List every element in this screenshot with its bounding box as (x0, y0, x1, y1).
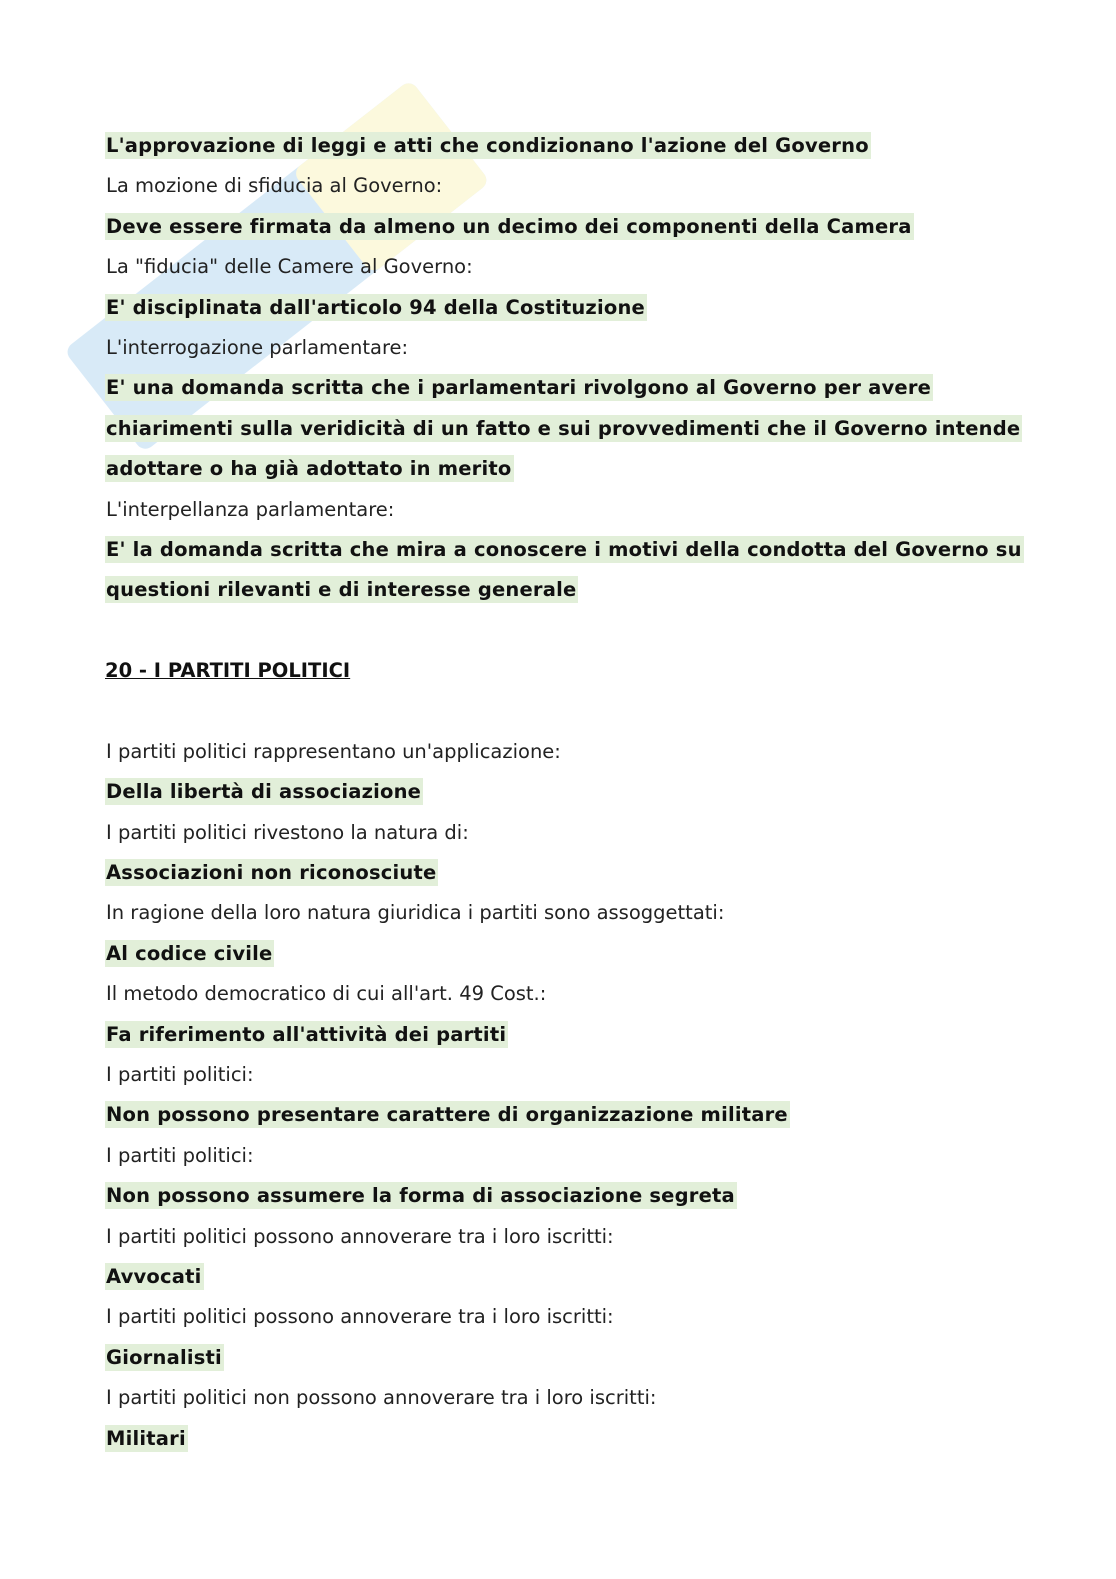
question-text: L'interrogazione parlamentare: (106, 335, 409, 359)
question-text: I partiti politici rappresentano un'applicazione: (106, 739, 561, 763)
answer-line (105, 449, 1025, 489)
qa-block-parliament (105, 126, 1025, 611)
question-line (105, 974, 1025, 1014)
answer-text: questioni rilevanti e di interesse generale (106, 578, 577, 602)
question-line (105, 1378, 1025, 1418)
answer-text: Non possono assumere la forma di associazione segreta (106, 1184, 735, 1208)
answer-line (105, 1015, 1025, 1055)
answer-line (105, 1338, 1025, 1378)
answer-text: Avvocati (106, 1264, 202, 1288)
question-text: I partiti politici: (106, 1143, 254, 1167)
question-line (105, 1297, 1025, 1337)
question-line (105, 732, 1025, 772)
question-line (105, 328, 1025, 368)
question-text: L'interpellanza parlamentare: (106, 497, 395, 521)
question-text: I partiti politici non possono annoverare tra i loro iscritti: (106, 1386, 657, 1410)
qa-block-parties (105, 732, 1025, 1459)
section-heading: 20 - I PARTITI POLITICI (105, 659, 351, 683)
answer-line (105, 288, 1025, 328)
answer-line (105, 772, 1025, 812)
answer-text: Giornalisti (106, 1345, 222, 1369)
question-text: I partiti politici: (106, 1062, 254, 1086)
question-text: In ragione della loro natura giuridica i partiti sono assoggettati: (106, 901, 725, 925)
answer-line (105, 409, 1025, 449)
question-line (105, 1055, 1025, 1095)
question-line (105, 490, 1025, 530)
question-line (105, 1136, 1025, 1176)
answer-text: E' disciplinata dall'articolo 94 della Costituzione (106, 295, 645, 319)
answer-text: Della libertà di associazione (106, 780, 422, 804)
answer-line (105, 530, 1025, 570)
answer-line (105, 1257, 1025, 1297)
answer-text: chiarimenti sulla veridicità di un fatto e sui provvedimenti che il Governo intende (106, 416, 1021, 440)
answer-line (105, 207, 1025, 247)
question-line (105, 166, 1025, 206)
answer-text: E' la domanda scritta che mira a conoscere i motivi della condotta del Governo su (106, 537, 1022, 561)
question-text: La mozione di sfiducia al Governo: (106, 174, 443, 198)
answer-line (105, 1176, 1025, 1216)
answer-text: adottare o ha già adottato in merito (106, 457, 512, 481)
answer-text: L'approvazione di leggi e atti che condizionano l'azione del Governo (106, 134, 869, 157)
answer-line (105, 126, 1025, 166)
question-text: I partiti politici rivestono la natura di: (106, 820, 469, 844)
answer-text: Fa riferimento all'attività dei partiti (106, 1022, 507, 1046)
question-line (105, 813, 1025, 853)
question-line (105, 247, 1025, 287)
answer-line (105, 934, 1025, 974)
answer-text: Militari (106, 1426, 186, 1450)
answer-line (105, 368, 1025, 408)
answer-line (105, 570, 1025, 610)
question-line (105, 893, 1025, 933)
question-text: La "fiducia" delle Camere al Governo: (106, 255, 473, 279)
document-body (105, 126, 1025, 1459)
question-text: I partiti politici possono annoverare tra i loro iscritti: (106, 1224, 614, 1248)
answer-line (105, 1095, 1025, 1135)
answer-line (105, 1419, 1025, 1459)
answer-text: Deve essere firmata da almeno un decimo dei componenti della Camera (106, 214, 912, 238)
question-text: I partiti politici possono annoverare tra i loro iscritti: (106, 1305, 614, 1329)
answer-text: E' una domanda scritta che i parlamentari rivolgono al Governo per avere (106, 376, 932, 400)
answer-text: Associazioni non riconosciute (106, 861, 437, 885)
answer-text: Al codice civile (106, 941, 273, 965)
answer-text: Non possono presentare carattere di organizzazione militare (106, 1103, 788, 1127)
question-line (105, 1217, 1025, 1257)
answer-line (105, 853, 1025, 893)
question-text: Il metodo democratico di cui all'art. 49 Cost.: (106, 982, 547, 1006)
